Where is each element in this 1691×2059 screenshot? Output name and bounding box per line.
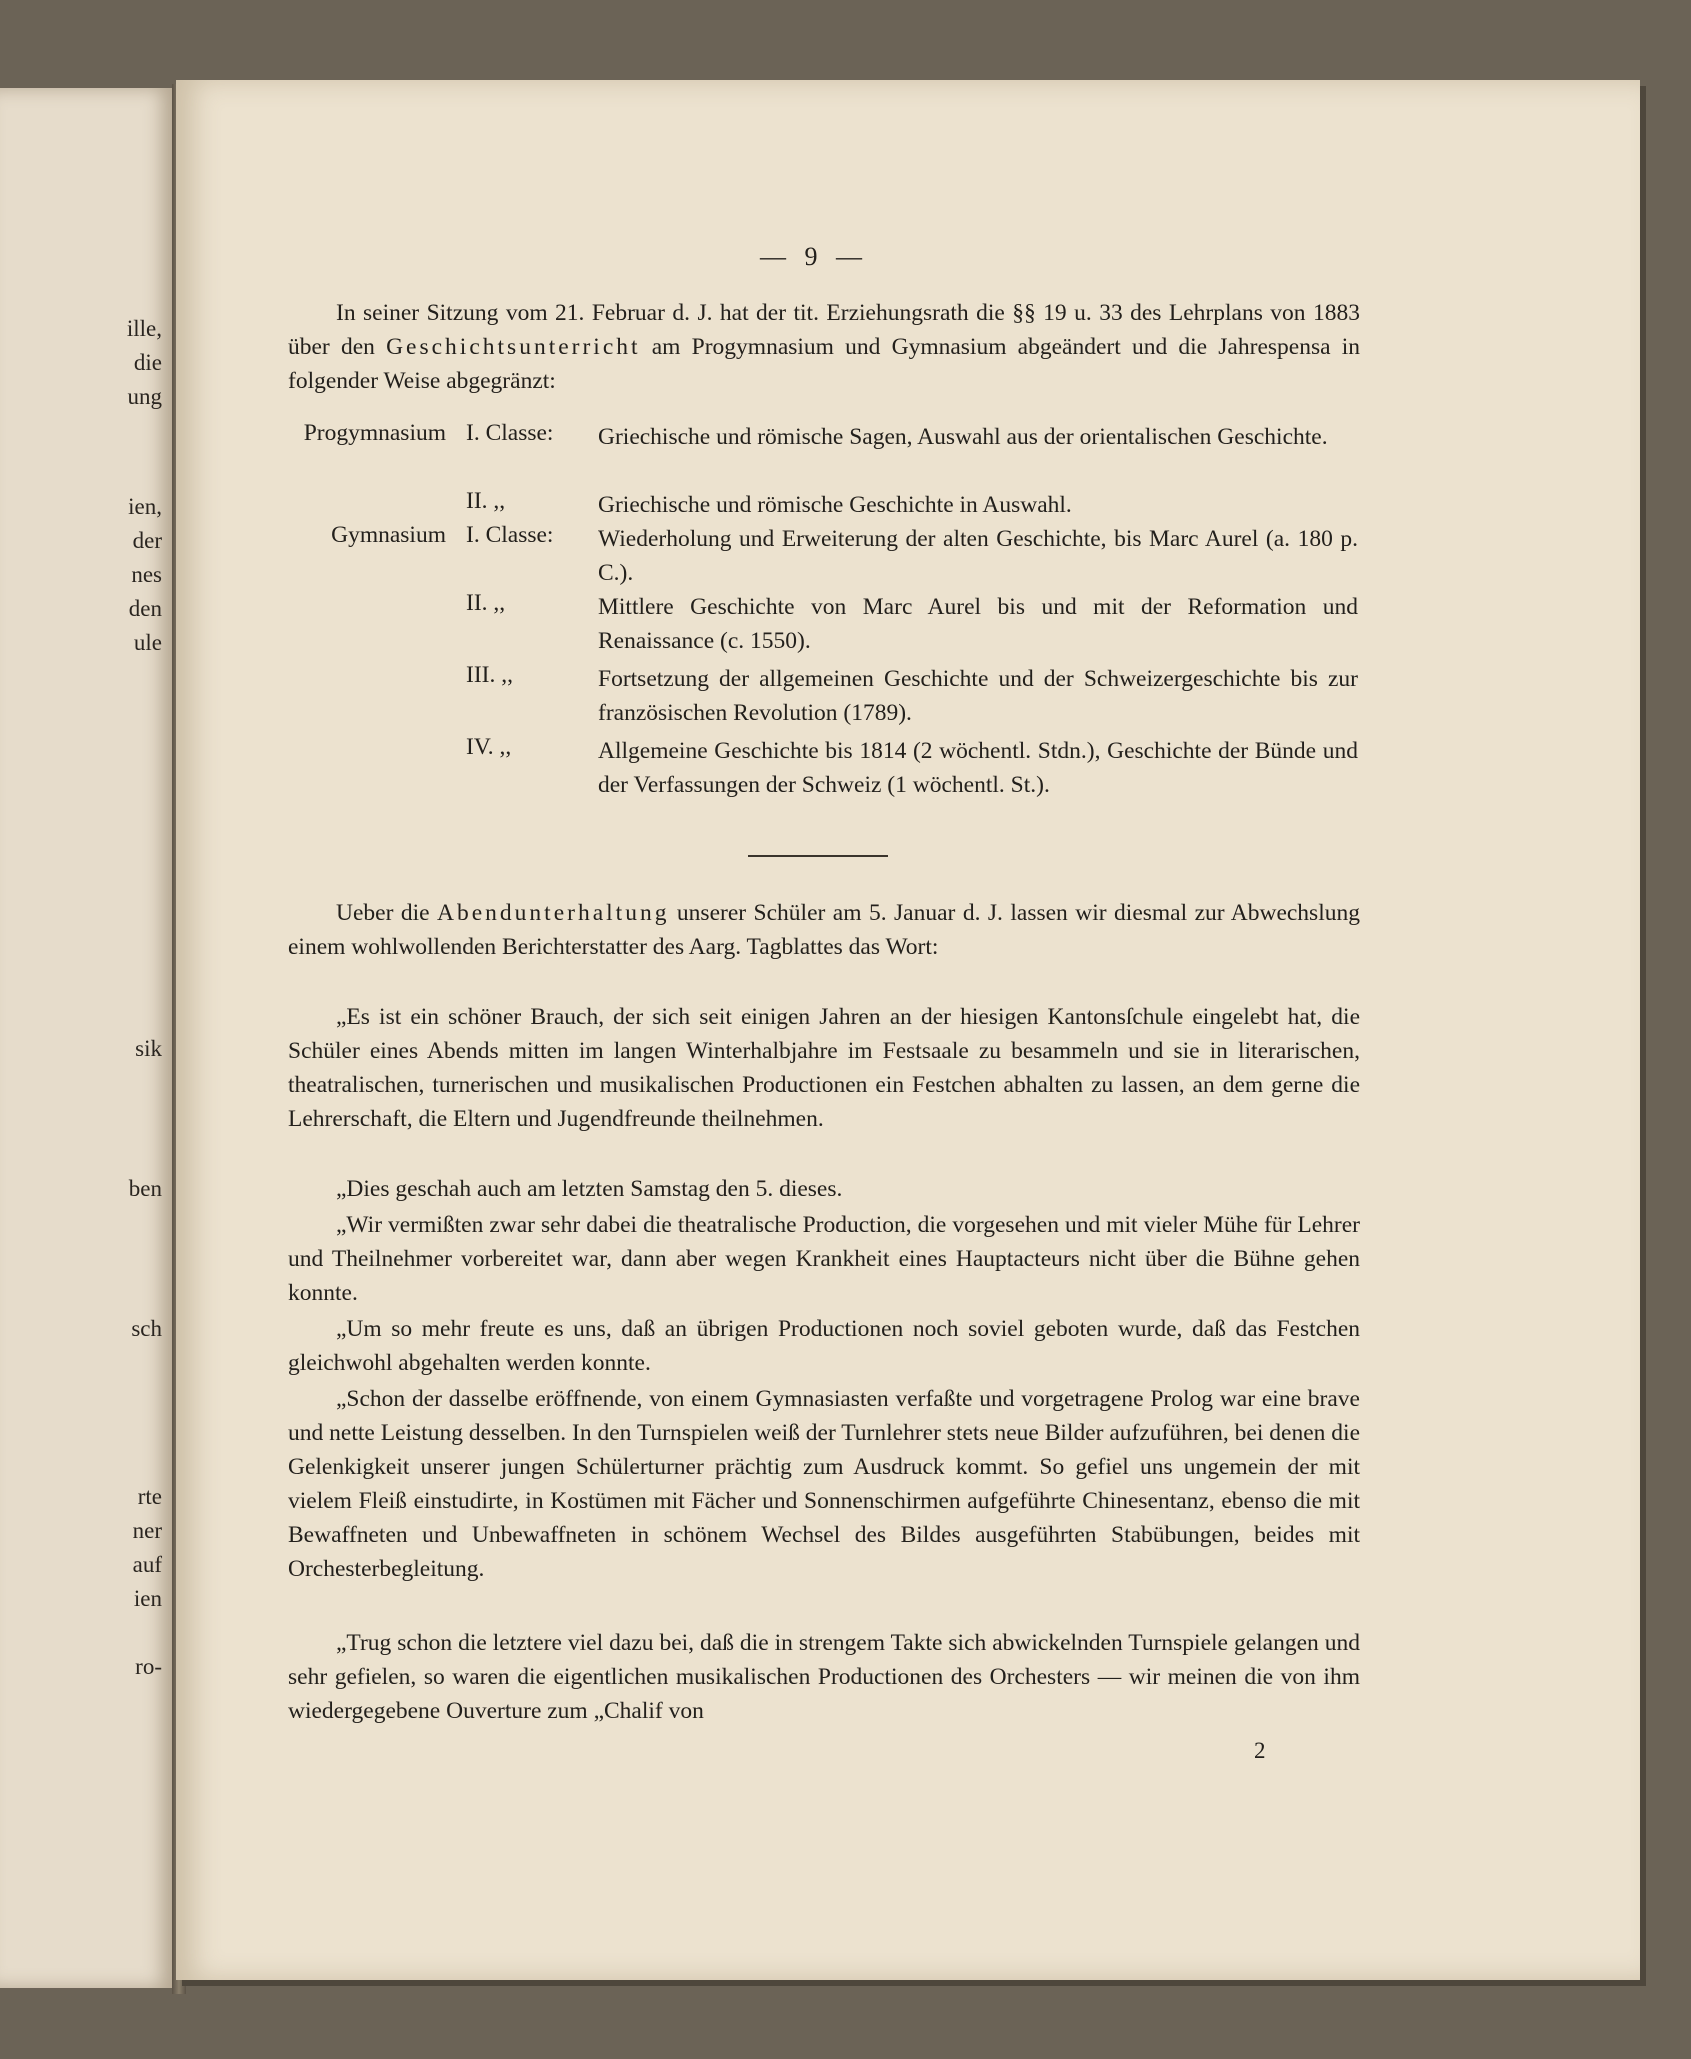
quote-paragraph: „Es ist ein schöner Brauch, der sich seit einigen Jahren an der hiesigen Kantonsſchule eingelebt hat, die Schüler eines Abends mitten im langen Winterhalbjahre im Festsaale zu besammeln und sie in literarischen, theatralischen, turnerischen und musikalischen Productionen ein Festchen abhalten zu lassen, an dem gerne die Lehrerschaft, die Eltern und Jugendfreunde theilnehmen. (288, 1004, 1360, 1132)
class-level: III. ,, (466, 662, 513, 688)
edge-word: nes (131, 562, 162, 587)
school-name: Gymnasium (331, 522, 446, 548)
intro-emphasis: Geschichtsunterricht (386, 334, 641, 360)
evening-text: Ueber die (336, 900, 438, 926)
edge-word: ule (133, 630, 162, 655)
edge-word: ien, (128, 494, 162, 519)
curriculum-row (278, 420, 1358, 488)
class-description: Griechische und römische Geschichte in Auswahl. (598, 492, 1072, 518)
class-level: I. Classe: (466, 420, 554, 446)
class-description: Allgemeine Geschichte bis 1814 (2 wöchentl. Stdn.), Geschichte der Bünde und der Verfassungen der Schweiz (1 wöchentl. St.). (598, 738, 1358, 798)
class-level: II. ,, (466, 488, 506, 514)
edge-word: sch (131, 1316, 162, 1341)
edge-word: den (128, 596, 162, 621)
edge-word: der (132, 528, 162, 553)
school-name: Progymnasium (303, 420, 446, 446)
sheet-signature: 2 (1254, 1738, 1266, 1763)
class-description: Fortsetzung der allgemeinen Geschichte und der Schweizergeschichte bis zur französischen Revolution (1789). (598, 666, 1358, 726)
edge-word: ro- (135, 1654, 162, 1679)
section-divider (748, 855, 888, 857)
curriculum-row (278, 590, 1358, 658)
intro-paragraph (288, 296, 1360, 398)
edge-word: auf (132, 1552, 162, 1577)
class-level: IV. ,, (466, 734, 512, 760)
edge-word: sik (135, 1036, 162, 1061)
edge-word: ien (133, 1586, 162, 1611)
class-level: II. ,, (466, 590, 506, 616)
class-description: Griechische und römische Sagen, Auswahl aus der orientalischen Geschichte. (598, 424, 1328, 450)
page-number: — 9 — (760, 242, 868, 271)
edge-word: ner (132, 1518, 162, 1543)
edge-word: die (133, 350, 162, 375)
quote-paragraph: „Trug schon die letztere viel dazu bei, daß die in strengem Takte sich abwickelnden Turnspiele gelangen und sehr gefielen, so waren die eigentlichen musikalischen Productionen des Orchesters — wir meinen die von ihm wiedergegebene Ouverture zum „Chalif von (288, 1630, 1360, 1724)
class-description: Mittlere Geschichte von Marc Aurel bis und mit der Reformation und Renaissance (c. 1550). (598, 594, 1358, 654)
intro-text: In seiner Sitzung vom 21. Februar d. J. hat der tit. Erziehungsrath die §§ 19 u. 33 des Lehrplans von 1883 über den (288, 300, 1360, 360)
evening-emphasis: Abendunterhaltung (437, 900, 670, 926)
curriculum-row (278, 522, 1358, 590)
quote-paragraph: „Um so mehr freute es uns, daß an übrigen Productionen noch soviel geboten wurde, daß das Festchen gleichwohl abgehalten werden konnte. (288, 1316, 1360, 1376)
evening-paragraph (288, 896, 1360, 964)
evening-text-end: unserer Schüler am 5. Januar d. J. lassen wir diesmal zur Abwechslung einem wohlwollenden Berichterstatter des Aarg. Tagblattes das Wort: (288, 900, 1360, 960)
edge-word: ben (128, 1176, 162, 1201)
quote-paragraph: „Wir vermißten zwar sehr dabei die theatralische Production, die vorgesehen und mit vieler Mühe für Lehrer und Theilnehmer vorbereitet war, dann aber wegen Krankheit eines Hauptacteurs nicht über die Bühne gehen konnte. (288, 1212, 1360, 1306)
curriculum-row (278, 734, 1358, 802)
curriculum-row (278, 662, 1358, 730)
quote-paragraph: „Dies geschah auch am letzten Samstag den 5. dieses. (336, 1176, 843, 1202)
edge-word: ung (127, 384, 162, 409)
left-page-edge (0, 88, 176, 1988)
quote-paragraph: „Schon der dasselbe eröffnende, von einem Gymnasiasten verfaßte und vorgetragene Prolog war eine brave und nette Leistung desselben. In den Turnspielen weiß der Turnlehrer stets neue Bilder aufzuführen, bei denen die Gelenkigkeit unserer jungen Schülerturner prächtig zum Ausdruck kommt. So gefiel uns ungemein der mit vielem Fleiß einstudirte, in Kostümen mit Fächer und Sonnenschirmen aufgeführte Chinesentanz, ebenso die mit Bewaffneten und Unbewaffneten in schönem Wechsel des Bildes ausgeführten Stabübungen, beides mit Orchesterbegleitung. (288, 1386, 1360, 1582)
edge-word: ille, (126, 316, 162, 341)
class-level: I. Classe: (466, 522, 554, 548)
class-description: Wiederholung und Erweiterung der alten Geschichte, bis Marc Aurel (a. 180 p. C.). (598, 526, 1358, 586)
intro-text-end: am Progymnasium und Gymnasium abgeändert und die Jahrespensa in folgender Weise abgegränzt: (288, 334, 1360, 394)
edge-word: rte (137, 1484, 162, 1509)
